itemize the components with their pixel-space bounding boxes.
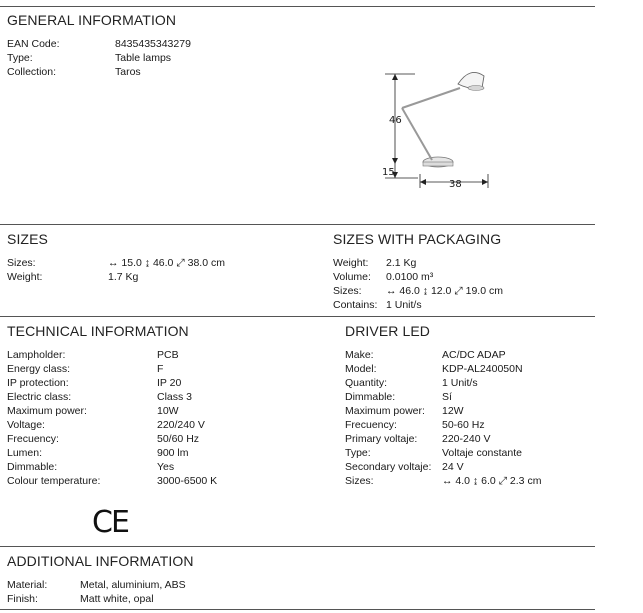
general-title: GENERAL INFORMATION — [7, 12, 177, 28]
sizes-value: 1.7 Kg — [108, 271, 139, 283]
packaging-label: Contains: — [333, 299, 378, 311]
driver-value: 12W — [442, 405, 464, 417]
packaging-title: SIZES WITH PACKAGING — [333, 231, 502, 247]
general-value: 8435435343279 — [115, 38, 191, 50]
technical-value: 10W — [157, 405, 179, 417]
packaging-label: Weight: — [333, 257, 369, 269]
technical-label: IP protection: — [7, 377, 69, 389]
driver-label: Sizes: — [345, 475, 374, 487]
technical-value: F — [157, 363, 164, 375]
technical-value: IP 20 — [157, 377, 182, 389]
technical-value: 220/240 V — [157, 419, 205, 431]
driver-value: 1 Unit/s — [442, 377, 478, 389]
additional-title: ADDITIONAL INFORMATION — [7, 553, 194, 569]
general-label: EAN Code: — [7, 38, 60, 50]
driver-value: 50-60 Hz — [442, 419, 485, 431]
technical-label: Colour temperature: — [7, 475, 101, 487]
driver-label: Model: — [345, 363, 377, 375]
driver-value: 220-240 V — [442, 433, 491, 445]
driver-value: 24 V — [442, 461, 464, 473]
technical-label: Frecuency: — [7, 433, 59, 445]
driver-label: Maximum power: — [345, 405, 425, 417]
driver-label: Primary voltaje: — [345, 433, 418, 445]
technical-label: Dimmable: — [7, 461, 58, 473]
driver-label: Secondary voltaje: — [345, 461, 432, 473]
technical-label: Voltage: — [7, 419, 45, 431]
technical-label: Maximum power: — [7, 405, 87, 417]
driver-value: Sí — [442, 391, 452, 403]
driver-label: Type: — [345, 447, 371, 459]
packaging-label: Volume: — [333, 271, 371, 283]
driver-title: DRIVER LED — [345, 323, 431, 339]
sizes-label: Sizes: — [7, 257, 36, 269]
sizes-divider — [0, 224, 595, 225]
general-label: Collection: — [7, 66, 57, 78]
dim-width-label: 38 — [449, 179, 462, 190]
technical-value: 900 lm — [157, 447, 189, 459]
packaging-value: ↔ 46.0 ↨ 12.0 ⤢ 19.0 cm — [386, 285, 503, 297]
sizes-title: SIZES — [7, 231, 48, 247]
driver-value: ↔ 4.0 ↨ 6.0 ⤢ 2.3 cm — [442, 475, 542, 487]
technical-title: TECHNICAL INFORMATION — [7, 323, 189, 339]
technical-label: Lumen: — [7, 447, 43, 459]
packaging-value: 0.0100 m³ — [386, 271, 434, 283]
technical-value: 3000-6500 K — [157, 475, 218, 487]
driver-label: Make: — [345, 349, 374, 361]
additional-label: Material: — [7, 579, 48, 591]
driver-label: Quantity: — [345, 377, 388, 389]
general-value: Table lamps — [115, 52, 172, 64]
dim-height-label: 46 — [389, 115, 402, 126]
technical-value: PCB — [157, 349, 179, 361]
general-label: Type: — [7, 52, 33, 64]
packaging-value: 1 Unit/s — [386, 299, 422, 311]
additional-value: Metal, aluminium, ABS — [80, 579, 186, 591]
driver-label: Dimmable: — [345, 391, 396, 403]
driver-value: Voltaje constante — [442, 447, 522, 459]
driver-value: KDP-AL240050N — [442, 363, 523, 375]
technical-value: Class 3 — [157, 391, 193, 403]
driver-label: Frecuency: — [345, 419, 397, 431]
driver-value: AC/DC ADAP — [442, 349, 506, 361]
additional-value: Matt white, opal — [80, 593, 154, 605]
additional-divider — [0, 546, 595, 547]
top-divider — [0, 6, 595, 7]
technical-value: Yes — [157, 461, 175, 473]
sizes-value: ↔ 15.0 ↨ 46.0 ⤢ 38.0 cm — [108, 257, 225, 269]
bottom-divider — [0, 609, 595, 610]
additional-label: Finish: — [7, 593, 38, 605]
dim-base-label: 15 — [382, 167, 395, 178]
ce-mark: CE — [92, 505, 128, 540]
technical-label: Energy class: — [7, 363, 71, 375]
packaging-label: Sizes: — [333, 285, 362, 297]
technical-value: 50/60 Hz — [157, 433, 200, 445]
packaging-value: 2.1 Kg — [386, 257, 417, 269]
technical-label: Electric class: — [7, 391, 72, 403]
technical-label: Lampholder: — [7, 349, 66, 361]
sizes-label: Weight: — [7, 271, 43, 283]
general-value: Taros — [115, 66, 141, 78]
technical-divider — [0, 316, 595, 317]
